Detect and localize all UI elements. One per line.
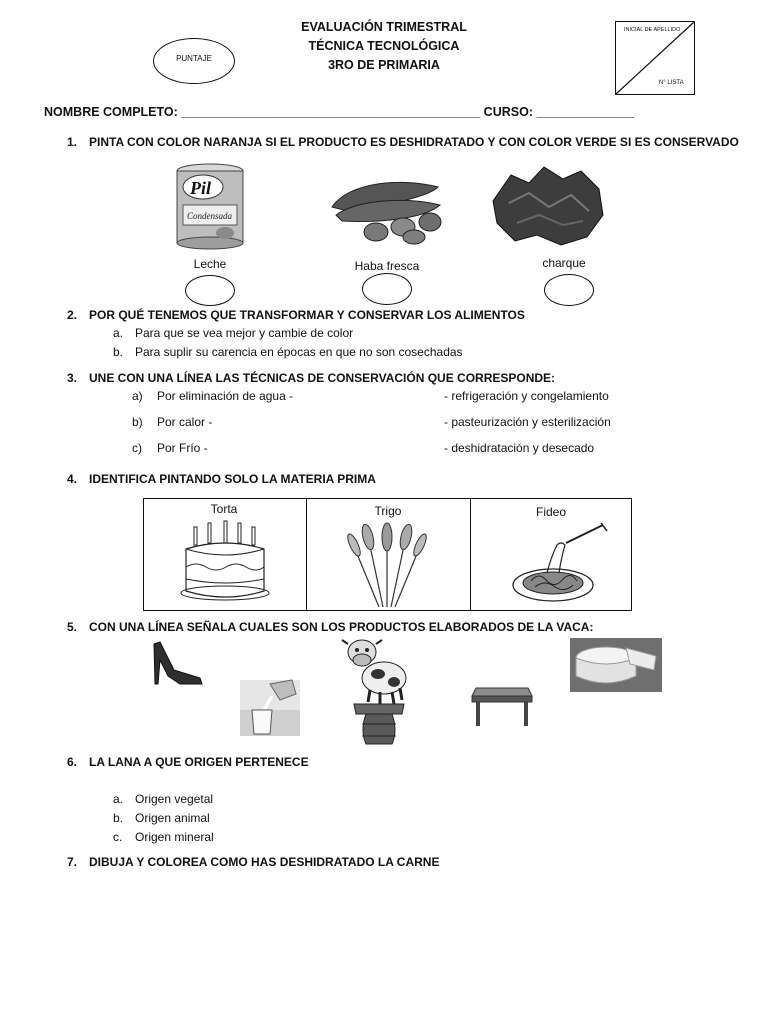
- q4-cell-label-2: Trigo: [374, 504, 402, 518]
- can-brand: Pil: [190, 178, 211, 198]
- can-text: Condensada: [187, 211, 232, 221]
- q1-item-label-2: Haba fresca: [354, 259, 420, 273]
- q4-cell-label-1: Torta: [210, 502, 238, 516]
- grade-title: 3RO DE PRIMARIA: [328, 58, 440, 72]
- score-label: PUNTAJE: [176, 54, 212, 63]
- q2-option-b[interactable]: Para suplir su carencia en épocas en que no son cosechadas: [135, 345, 463, 359]
- subject-title: TÉCNICA TECNOLÓGICA: [308, 39, 460, 53]
- q5-text: CON UNA LÍNEA SEÑALA CUALES SON LOS PRODUCTOS ELABORADOS DE LA VACA:: [89, 620, 594, 634]
- score-oval[interactable]: [153, 38, 235, 84]
- q5-number: 5.: [67, 620, 78, 634]
- q2-text: POR QUÉ TENEMOS QUE TRANSFORMAR Y CONSERVAR LOS ALIMENTOS: [89, 308, 525, 322]
- raw-material-table: [143, 498, 632, 611]
- q3-left-item-a[interactable]: Por eliminación de agua -: [157, 389, 294, 403]
- q4-text: IDENTIFICA PINTANDO SOLO LA MATERIA PRIMA: [89, 472, 376, 486]
- q7-number: 7.: [67, 855, 78, 869]
- q1-answer-oval-3[interactable]: [544, 274, 594, 306]
- q6-number: 6.: [67, 755, 78, 769]
- q6-text: LA LANA A QUE ORIGEN PERTENECE: [89, 755, 309, 769]
- q4-cell-wheat[interactable]: [307, 499, 470, 610]
- q1-text: PINTA CON COLOR NARANJA SI EL PRODUCTO ES DESHIDRATADO Y CON COLOR VERDE SI ES CONSERVADO: [89, 135, 739, 149]
- q2-option-a[interactable]: Para que se vea mejor y cambie de color: [135, 326, 354, 340]
- condensed-milk-can-icon: [175, 163, 245, 249]
- q4-cell-label-3: Fideo: [535, 505, 567, 519]
- birthday-cake-icon: [180, 521, 270, 601]
- q6-option-a[interactable]: Origen vegetal: [135, 792, 214, 806]
- fava-beans-icon: [328, 175, 448, 245]
- q7-text: DIBUJA Y COLOREA COMO HAS DESHIDRATADO LA CARNE: [89, 855, 440, 869]
- exam-title: EVALUACIÓN TRIMESTRAL: [301, 20, 467, 34]
- drawing-area[interactable]: [67, 880, 697, 1010]
- q3-right-item-2[interactable]: - pasteurización y esterilización: [444, 415, 611, 429]
- cow-on-barrel-icon[interactable]: [340, 638, 412, 746]
- q3-left-letter-b: b): [132, 415, 143, 429]
- q4-cell-cake[interactable]: [144, 499, 306, 610]
- q3-text: UNE CON UNA LÍNEA LAS TÉCNICAS DE CONSERVACIÓN QUE CORRESPONDE:: [89, 371, 556, 385]
- q2-option-letter-a: a.: [113, 326, 124, 340]
- surname-initial-label: INICIAL DE APELLIDO: [624, 27, 681, 33]
- q1-item-label-3: charque: [542, 256, 586, 270]
- q3-left-letter-a: a): [132, 389, 143, 403]
- q1-item-label-1: Leche: [193, 257, 227, 271]
- q6-option-c[interactable]: Origen mineral: [135, 830, 214, 844]
- student-id-box[interactable]: [615, 21, 695, 95]
- q2-option-letter-b: b.: [113, 345, 124, 359]
- q1-number: 1.: [67, 135, 78, 149]
- q1-answer-oval-1[interactable]: [185, 275, 235, 306]
- q6-option-letter-a: a.: [113, 792, 124, 806]
- q6-option-letter-b: b.: [113, 811, 124, 825]
- wheat-icon: [347, 523, 427, 608]
- q4-cell-noodles[interactable]: [471, 499, 631, 610]
- name-course-line[interactable]: NOMBRE COMPLETO: ___________________________________________ CURSO: ______________: [44, 105, 634, 119]
- wooden-table-icon[interactable]: [470, 680, 534, 728]
- q3-right-item-1[interactable]: - refrigeración y congelamiento: [444, 389, 609, 403]
- dried-meat-icon: [489, 163, 607, 247]
- cheese-wheel-icon[interactable]: [570, 638, 662, 692]
- milk-glass-icon[interactable]: [240, 680, 300, 736]
- list-number-label: N° LISTA: [659, 80, 684, 86]
- q1-answer-oval-2[interactable]: [362, 273, 412, 305]
- q6-option-letter-c: c.: [113, 830, 123, 844]
- q3-left-item-b[interactable]: Por calor -: [157, 415, 213, 429]
- q3-left-letter-c: c): [132, 441, 142, 455]
- q3-right-item-3[interactable]: - deshidratación y desecado: [444, 441, 595, 455]
- q3-left-item-c[interactable]: Por Frío -: [157, 441, 208, 455]
- high-heel-shoe-icon[interactable]: [150, 640, 206, 686]
- q2-number: 2.: [67, 308, 78, 322]
- q4-number: 4.: [67, 472, 78, 486]
- q3-number: 3.: [67, 371, 78, 385]
- q6-option-b[interactable]: Origen animal: [135, 811, 210, 825]
- noodle-plate-icon: [511, 523, 611, 605]
